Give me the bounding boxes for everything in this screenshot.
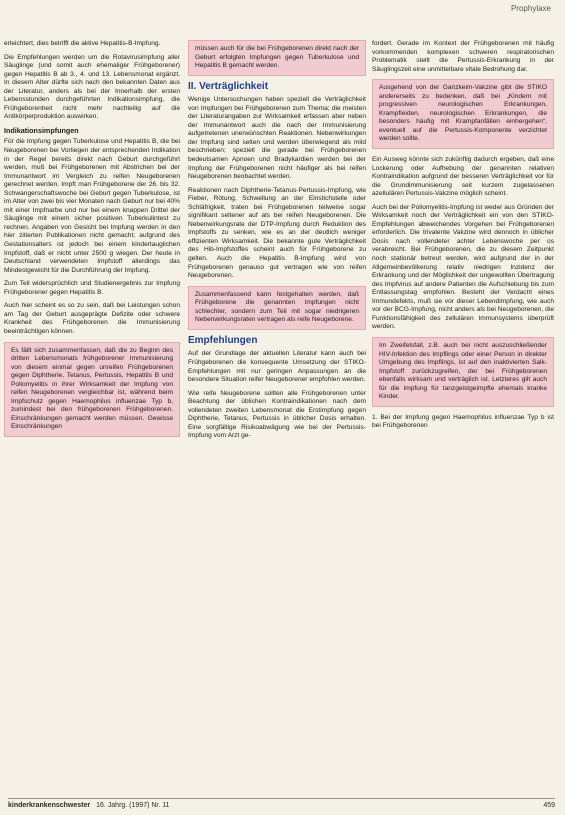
box-text: müssen auch für die bei Frühgeborenen direkt nach der Geburt erfolgten Impfungen gegen Tuberkulose und Hepatitis B gemacht werden. (195, 45, 359, 70)
box-text: Ausgehend von der Ganzkeim-Vakzine gibt die STIKO andererseits zu bedenken, daß bei „Kindern mit progressiven neurologischen Erkrankungen, Krampfleiden, neurologischen Erkrankungen, die besonders häufig mit Krampfanfällen einhergehen“, eventuell auf die Pertussis-Komponente verzichtet werden sollte. (379, 84, 547, 143)
paragraph: Reaktionen nach Diphtherie-Tetanus-Pertussis-Impfung, wie Fieber, Rötung, Schwellung an der Einstichstelle oder Schläfrigkeit, traten bei Frühgeborenen teilweise sogar signifikant seltener auf als bei reifen Neugeborenen. Die Nebenwirkungsrate der DTP-Impfung durch Reduktion des Impfstoffs zu senken, wie es an der deutlich weniger effizienten Wirksamkeit. Die bekannte gute Verträglichkeit des Hib-Impfstoffes scheint auch für Frühgeborene zu gelten. Auch die Hepatitis B-Impfung wird von Frühgeborenen genauso gut vertragen wie von reifen Neugeborenen. (188, 186, 366, 280)
column-3 (372, 40, 554, 436)
paragraph: Ein Ausweg könnte sich zukünftig dadurch ergeben, daß eine Lockerung oder Aufhebung der genannten relativen Kontraindikation aufgrund der besseren Verträglichkeit vor für die Grundimmunisierung seit kurzem zugelassenen azellulären Pertussis-Vakzine möglich scheint. (372, 156, 554, 198)
column-2 (188, 40, 366, 446)
summary-box (4, 342, 180, 437)
paragraph: Wie reife Neugeborene sollten alle Frühgeborenen unter Beachtung der üblichen Kontraindikationen nach dem vollendeten zweiten Lebensmonat die Erstimpfung gegen Diphtherie, Tetanus, Pertussis in üblicher Dosis erhalten. Eine sorgfältige Risikoabwägung wie bei der Pertussis-Impfung vom Arzt ge- (188, 389, 366, 440)
issue-info: 16. Jahrg. (1997) Nr. 11 (96, 802, 170, 809)
publication-name: kinderkrankenschwester (8, 802, 91, 809)
summary-box (188, 40, 366, 76)
paragraph: Zum Teil widersprüchlich und Studienergebnis zur Impfung Frühgeborener gegen Hepatitis B. (4, 280, 180, 296)
section-heading: Empfehlungen (188, 334, 258, 346)
paragraph: Auch hier scheint es so zu sein, daß bei Leistungen schon am Tag der Geburt ausgeprägte Defizite oder schwere Krankheit des Frühgeborenen die Immunisierung beeinträchtigen können. (4, 302, 180, 335)
summary-box (372, 79, 554, 149)
box-text: Zusammenfassend kann festgehalten werden, daß Frühgeborene die genannten Impfungen nicht schlechter, sondern zum Teil mit sogar niedrigeren Nebenwirkungsraten vertragen als reife Neugeborene. (195, 290, 359, 324)
paragraph: 1. Bei der Impfung gegen Haemophilus influenzae Typ b ist bei Frühgeborenen (372, 413, 554, 430)
box-text: Es fällt sich zusammenfassen, daß die zu Beginn des dritten Lebensmonats frühgeborener Immunisierung von diesem einmal gegen unreifen Frühgeborenen gegen Diphtherie, Tetanus, Pertussis, Hepatitis B und Poliomyelitis in ihrer Wirksamkeit der Impfung von reifen Neugeborenen vergleichbar ist, während beim Impfschutz gegen Haemophilus influenzae Typ b, zumindest bei den frühgeborenen Frühgeborenen. Einschränkungen gemacht werden müssen. Gewisse Einschränkungen (11, 346, 173, 431)
summary-box (188, 286, 366, 330)
paragraph: Auch bei der Poliomyelitis-Impfung ist weder aus Gründen der Wirksamkeit noch der Verträglichkeit ein von den STIKO-Empfehlungen abweichendes Vorgehen bei Frühgeborenen erforderlich. Die trivalente Vakzine wird dennoch in üblicher Dosis nach vollendeter achter Lebenswoche per os verabreicht. Bei Frühgeborenen, die zu diesem Zeitpunkt noch stationär betreut werden, wird aufgrund der in der Allgemeinbevölkerung relativ niedrigen Inzidenz der Erkrankung und der Möglichkeit der ungewollten Übertragung des Impfvirus auf andere Patienten die Aufschiebung bis zum Entlassungstag empfohlen. Besteht der Verdacht eines Immundefekts, muß sie vor dieser Lebendimpfung, wie auch vor der BCG-Impfung, nicht anders als bei Neugeborenen, die Funktionsfähigkeit des zellulären Immunsystems überprüft werden. (372, 203, 554, 331)
paragraph: erleichtert, dies betrifft die aktive Hepatitis-B-Impfung. (4, 40, 161, 47)
paragraph: Auf der Grundlage der aktuellen Literatur kann auch bei Frühgeborenen die konsequente Umsetzung der STIKO-Empfehlungen mit nur geringen Anpassungen an die besondere Situation reifer Neugeborener empfohlen werden. (188, 350, 366, 384)
footer-left (8, 802, 170, 809)
summary-box (372, 337, 554, 407)
section-heading: II. Verträglichkeit (188, 80, 269, 92)
column-1 (4, 40, 180, 444)
paragraph: Die Empfehlungen werden um die Rotavirusimpfung aller Säuglinge (und somit auch ehemaliger Frühgeborener) gegen Hepatitis B ab 3., 4. und 13. Lebensmonat ergänzt. In diesem Alter dürfte sich nach den bekannten Daten aus der Literatur, anders als bei der Innerhalb der ersten Lebensstunden durchgeführten Indikationsimpfung, die Frühgeborenheit nicht mehr nachteilig auf die Antikörperproduktion auswirken. (4, 53, 180, 121)
box-text: Im Zweifelsfall, z.B. auch bei nicht auszuschließender HIV-Infektion des Impflings oder einer Person in direkter Umgebung des Impflings, ist auf den inaktivierten Salk-Impfstoff zurückzugreifen, der bei Frühgeborenen ebenfalls wirksam und verträglich ist. Letzteres gilt auch für die Impfung für tanzgeistgeimpfte ehemals kranke Kinder. (379, 341, 547, 401)
paragraph: Wenige Untersuchungen haben speziell die Verträglichkeit von Impfungen bei Frühgeborenen zum Thema; die meisten der Literaturangaben zur Wirksamkeit erfassen aber neben der Immunantwort auch die nach der Immunisierung aufgetretenen unerwünschten Reaktionen. Nebenwirkungen der Impfung sind selten und werden überwiegend als mild beschrieben; speziell die gerade bei Frühgeborenen bedeutsamen Apnoen und Bradykardien werden bei der Impfung der Frühgeborenen nicht häufiger als bei reifen Neugeborenen beobachtet werden. (188, 96, 366, 181)
page-footer (8, 798, 555, 809)
paragraph: Für die Impfung gegen Tuberkulose und Hepatitis B, die bei Neugeborenen bei Vorliegen der entsprechenden Indikation in der Regel bereits direkt nach Geburt durchgeführt werden, muß bei Frühgeborenen mit Abstrichen bei der Immunantwort im Vergleich zu reifen Neugeborenen gerechnet werden. Impft man Frühgeborene der 26. bis 32. Schwangerschaftswoche bei Geburt gegen Tuberkulose, ist im Alter von zwei bis vier Monaten nach Geburt nur bei 40% mit einer Impfnarbe und nur bei einem knappen Drittel der Säuglinge mit einem sicher positiven Tuberkulintest zu rechnen. Angaben von Gesicht bei Impfung werden in den hier zitierten Publikationen nicht gemacht; aufgrund des Gestationsalters ist jedoch bei einem kindertauglichen Impfstoff, daß er nicht unter 2500 g wiegen. Der heute in Deutschland verwendeten Impfstoff allerdings das Mindestgewicht für die Durchführung der Impfung. (4, 138, 180, 274)
subheading: Indikationsimpfungen (4, 125, 79, 135)
paragraph: fordert. Gerade im Kontext der Frühgeborenen mit häufig vorkommenden komplexen schweren respiratorischen Problematik stellt die Pertussis-Erkrankung in der Säuglingszeit eine unmittelbare vitale Bedrohung dar. (372, 40, 554, 73)
page-number: 459 (543, 802, 555, 809)
section-header: Prophylaxe (510, 4, 551, 13)
